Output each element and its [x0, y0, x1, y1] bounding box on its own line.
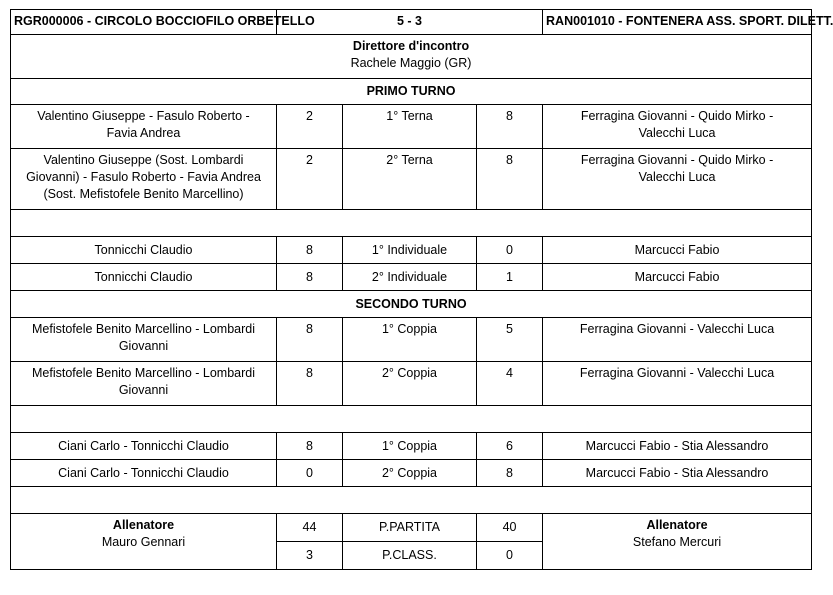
- home-score: 8: [277, 237, 343, 264]
- home-score: 2: [277, 149, 343, 210]
- game-type: 1° Individuale: [343, 237, 477, 264]
- away-players: [543, 149, 812, 210]
- away-coach-label: Allenatore: [646, 518, 708, 532]
- partita-away-points: 40: [477, 514, 543, 542]
- director-cell: [11, 35, 812, 79]
- home-coach-cell: [11, 514, 277, 570]
- away-score: 8: [477, 460, 543, 487]
- spacer-cell: [11, 487, 812, 514]
- player-line: Valentino Giuseppe (Sost. Lombardi: [43, 153, 244, 167]
- game-type: 1° Coppia: [343, 433, 477, 460]
- home-players: Ciani Carlo - Tonnicchi Claudio: [11, 460, 277, 487]
- home-players: [11, 318, 277, 362]
- player-line: Favia Andrea: [106, 126, 181, 140]
- footer-row-partita: [11, 514, 812, 542]
- match-report-table: [10, 9, 833, 570]
- turn2-title-row: [11, 291, 812, 318]
- table-row: [11, 149, 812, 210]
- class-label: P.CLASS.: [343, 542, 477, 570]
- player-line: Giovanni) - Fasulo Roberto - Favia Andrea: [26, 170, 261, 184]
- away-team-name: RAN001010 - FONTENERA ASS. SPORT. DILETT.: [543, 10, 812, 35]
- match-score: 5 - 3: [277, 10, 543, 35]
- away-score: 6: [477, 433, 543, 460]
- home-players: Tonnicchi Claudio: [11, 264, 277, 291]
- game-type: 2° Coppia: [343, 362, 477, 406]
- home-players: [11, 362, 277, 406]
- away-score: 0: [477, 237, 543, 264]
- table-row: [11, 264, 812, 291]
- away-players: Marcucci Fabio: [543, 264, 812, 291]
- home-players: Tonnicchi Claudio: [11, 237, 277, 264]
- table-row: [11, 362, 812, 406]
- home-coach-label: Allenatore: [112, 518, 175, 532]
- class-home-points: 3: [277, 542, 343, 570]
- partita-label: P.PARTITA: [343, 514, 477, 542]
- turn1-title: PRIMO TURNO: [11, 79, 812, 105]
- director-name: Rachele Maggio (GR): [350, 56, 472, 70]
- turn2-title: SECONDO TURNO: [11, 291, 812, 318]
- away-players: Marcucci Fabio - Stia Alessandro: [543, 460, 812, 487]
- class-away-points: 0: [477, 542, 543, 570]
- away-score: 1: [477, 264, 543, 291]
- away-coach-name: Stefano Mercuri: [632, 535, 722, 549]
- game-type: 1° Coppia: [343, 318, 477, 362]
- table-row: [11, 105, 812, 149]
- table-row: [11, 433, 812, 460]
- away-score: 8: [477, 149, 543, 210]
- game-type: 2° Individuale: [343, 264, 477, 291]
- table-row: [11, 318, 812, 362]
- away-players: Marcucci Fabio - Stia Alessandro: [543, 433, 812, 460]
- player-line: Mefistofele Benito Marcellino - Lombardi: [31, 366, 256, 380]
- home-team-name: RGR000006 - CIRCOLO BOCCIOFILO ORBETELLO: [11, 10, 277, 35]
- player-line: Ferragina Giovanni - Quido Mirko -: [580, 109, 774, 123]
- player-line: Giovanni: [118, 339, 169, 353]
- away-coach-cell: [543, 514, 812, 570]
- spacer-cell: [11, 406, 812, 433]
- table-row: [11, 237, 812, 264]
- game-type: 2° Terna: [343, 149, 477, 210]
- player-line: Valecchi Luca: [638, 126, 716, 140]
- header-row: [11, 10, 812, 35]
- spacer-row: [11, 406, 812, 433]
- away-score: 8: [477, 105, 543, 149]
- away-score: 4: [477, 362, 543, 406]
- partita-home-points: 44: [277, 514, 343, 542]
- home-coach-name: Mauro Gennari: [101, 535, 186, 549]
- player-line: Valentino Giuseppe - Fasulo Roberto -: [37, 109, 250, 123]
- director-row: [11, 35, 812, 79]
- table-row: [11, 460, 812, 487]
- home-score: 2: [277, 105, 343, 149]
- game-type: 2° Coppia: [343, 460, 477, 487]
- away-players: [543, 105, 812, 149]
- spacer-row: [11, 487, 812, 514]
- home-players: [11, 105, 277, 149]
- player-line: Giovanni: [118, 383, 169, 397]
- director-label: Direttore d'incontro: [352, 39, 470, 53]
- player-line: Mefistofele Benito Marcellino - Lombardi: [31, 322, 256, 336]
- home-score: 8: [277, 264, 343, 291]
- home-score: 8: [277, 433, 343, 460]
- away-players: Ferragina Giovanni - Valecchi Luca: [543, 362, 812, 406]
- turn1-title-row: [11, 79, 812, 105]
- home-score: 0: [277, 460, 343, 487]
- away-score: 5: [477, 318, 543, 362]
- player-line: (Sost. Mefistofele Benito Marcellino): [43, 187, 244, 201]
- player-line: Valecchi Luca: [638, 170, 716, 184]
- home-players: [11, 149, 277, 210]
- player-line: Ferragina Giovanni - Quido Mirko -: [580, 153, 774, 167]
- away-players: Marcucci Fabio: [543, 237, 812, 264]
- home-players: Ciani Carlo - Tonnicchi Claudio: [11, 433, 277, 460]
- spacer-row: [11, 210, 812, 237]
- spacer-cell: [11, 210, 812, 237]
- home-score: 8: [277, 318, 343, 362]
- game-type: 1° Terna: [343, 105, 477, 149]
- away-players: Ferragina Giovanni - Valecchi Luca: [543, 318, 812, 362]
- home-score: 8: [277, 362, 343, 406]
